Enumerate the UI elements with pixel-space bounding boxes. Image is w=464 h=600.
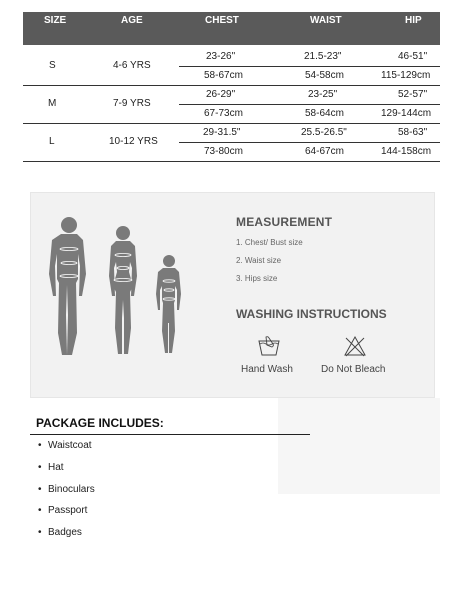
size-table-header xyxy=(23,12,440,45)
cell-size: M xyxy=(48,98,57,109)
bullet-icon: • xyxy=(38,440,42,451)
package-item-label: Badges xyxy=(48,527,82,538)
measurement-panel xyxy=(30,192,435,398)
cell-waist-cm: 54-58cm xyxy=(305,70,344,81)
list-item xyxy=(38,505,87,516)
measurement-item: 1. Chest/ Bust size xyxy=(236,238,303,247)
package-item-label: Binoculars xyxy=(48,484,95,495)
measurement-title: MEASUREMENT xyxy=(236,215,333,229)
cell-chest-in: 23-26" xyxy=(206,51,236,62)
cell-size: L xyxy=(49,136,55,147)
cell-chest-cm: 67-73cm xyxy=(204,108,243,119)
man-figure-icon xyxy=(49,217,86,355)
header-age: AGE xyxy=(121,15,143,26)
cell-age: 10-12 YRS xyxy=(109,136,158,147)
cell-waist-in: 23-25" xyxy=(308,89,338,100)
no-bleach-label: Do Not Bleach xyxy=(321,364,386,375)
bullet-icon: • xyxy=(38,462,42,473)
list-item xyxy=(38,484,95,495)
child-figure-icon xyxy=(156,255,181,353)
package-item-label: Passport xyxy=(48,505,88,516)
list-item xyxy=(38,462,64,473)
woman-figure-icon xyxy=(109,226,137,354)
cell-waist-in: 25.5-26.5" xyxy=(301,127,347,138)
bullet-icon: • xyxy=(38,484,42,495)
cell-waist-cm: 64-67cm xyxy=(305,146,344,157)
package-divider xyxy=(30,434,310,435)
package-title: PACKAGE INCLUDES: xyxy=(36,416,164,430)
package-item-label: Hat xyxy=(48,462,64,473)
header-chest: CHEST xyxy=(205,15,239,26)
no-bleach-icon xyxy=(343,335,367,357)
washing-title: WASHING INSTRUCTIONS xyxy=(236,307,387,321)
cell-hip-in: 58-63" xyxy=(398,127,428,138)
cell-hip-cm: 115-129cm xyxy=(381,70,431,81)
row-divider xyxy=(179,104,440,105)
measurement-item: 3. Hips size xyxy=(236,274,278,283)
cell-age: 7-9 YRS xyxy=(113,98,151,109)
hand-wash-icon xyxy=(257,335,281,357)
measurement-item: 2. Waist size xyxy=(236,256,282,265)
package-item-label: Waistcoat xyxy=(48,440,92,451)
cell-hip-cm: 144-158cm xyxy=(381,146,432,157)
list-item xyxy=(38,527,82,538)
body-figures-illustration xyxy=(39,213,189,383)
header-hip: HIP xyxy=(405,15,422,26)
cell-size: S xyxy=(49,60,56,71)
cell-chest-cm: 73-80cm xyxy=(204,146,243,157)
bullet-icon: • xyxy=(38,505,42,516)
header-waist: WAIST xyxy=(310,15,342,26)
header-size: SIZE xyxy=(44,15,67,26)
cell-chest-in: 29-31.5" xyxy=(203,127,241,138)
hand-wash-label: Hand Wash xyxy=(241,364,293,375)
cell-age: 4-6 YRS xyxy=(113,60,151,71)
list-item xyxy=(38,440,92,451)
cell-hip-cm: 129-144cm xyxy=(381,108,432,119)
cell-chest-cm: 58-67cm xyxy=(204,70,243,81)
cell-waist-cm: 58-64cm xyxy=(305,108,344,119)
cell-waist-in: 21.5-23" xyxy=(304,51,342,62)
cell-hip-in: 46-51" xyxy=(398,51,428,62)
cell-chest-in: 26-29" xyxy=(206,89,236,100)
size-table xyxy=(23,12,440,157)
cell-hip-in: 52-57" xyxy=(398,89,428,100)
background-shade xyxy=(278,398,440,494)
row-divider xyxy=(179,66,440,67)
bullet-icon: • xyxy=(38,527,42,538)
row-divider xyxy=(179,142,440,143)
